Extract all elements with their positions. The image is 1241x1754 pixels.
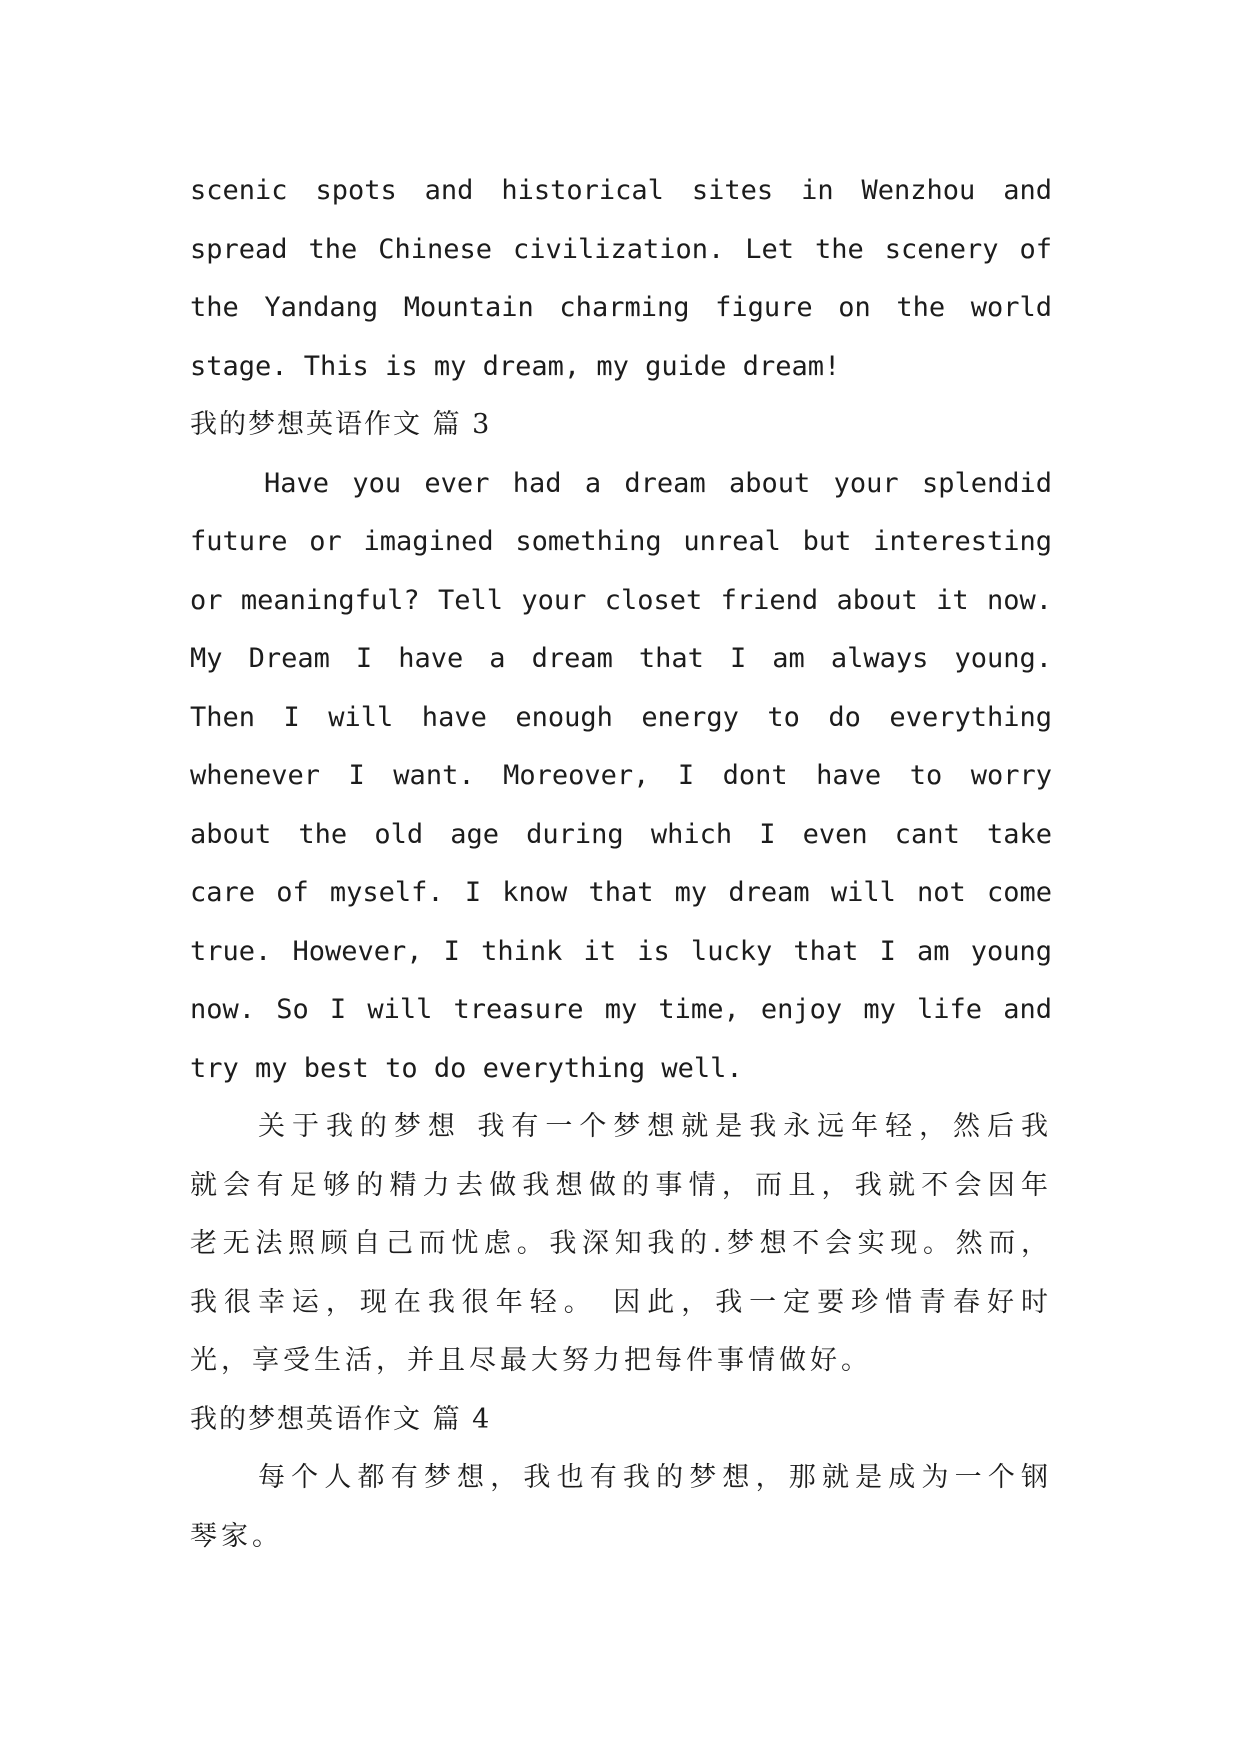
text-line: now. So I will treasure my time, enjoy my life and — [190, 994, 1052, 1025]
text-line: true. However, I think it is lucky that I am young — [190, 935, 1052, 967]
text-line: spread the Chinese civilization. Let the scenery of — [190, 233, 1052, 265]
text-line: Have you ever had a dream about your splendid — [264, 467, 1052, 499]
text-line: 老无法照顾自己而忧虑。我深知我的.梦想不会实现。然而， — [190, 1228, 1052, 1259]
text-line: 琴家。 — [190, 1520, 283, 1552]
section-heading-3: 我的梦想英语作文 篇 3 — [190, 409, 492, 440]
paragraph-guide-dream-ending — [190, 162, 1052, 396]
text-line: whenever I want. Moreover, I dont have to worry — [190, 760, 1052, 791]
text-line: 光，享受生活，并且尽最大努力把每件事情做好。 — [190, 1345, 872, 1376]
text-line: care of myself. I know that my dream will not come — [190, 877, 1052, 908]
text-line: 每个人都有梦想，我也有我的梦想，那就是成为一个钢 — [258, 1462, 1052, 1493]
paragraph-my-dream-chinese — [190, 1098, 1052, 1391]
text-line: about the old age during which I even cant take — [190, 818, 1052, 850]
text-line: stage. This is my dream, my guide dream! — [190, 350, 841, 382]
document-page — [190, 162, 1052, 1566]
paragraph-pianist-dream — [190, 1449, 1052, 1566]
text-line: the Yandang Mountain charming figure on the world — [190, 292, 1052, 323]
section-heading-4: 我的梦想英语作文 篇 4 — [190, 1403, 492, 1435]
text-line: or meaningful? Tell your closet friend about it now. — [190, 584, 1052, 616]
text-line: My Dream I have a dream that I am always young. — [190, 643, 1052, 674]
text-line: 关于我的梦想 我有一个梦想就是我永远年轻，然后我 — [258, 1111, 1052, 1142]
text-line: Then I will have enough energy to do everything — [190, 701, 1052, 733]
text-line: try my best to do everything well. — [190, 1052, 743, 1084]
text-line: future or imagined something unreal but interesting — [190, 526, 1052, 557]
text-line: 我很幸运，现在我很年轻。 因此，我一定要珍惜青春好时 — [190, 1286, 1052, 1318]
paragraph-my-dream-english — [190, 455, 1052, 1099]
text-line: scenic spots and historical sites in Wenzhou and — [190, 175, 1052, 206]
text-line: 就会有足够的精力去做我想做的事情，而且，我就不会因年 — [190, 1169, 1052, 1201]
